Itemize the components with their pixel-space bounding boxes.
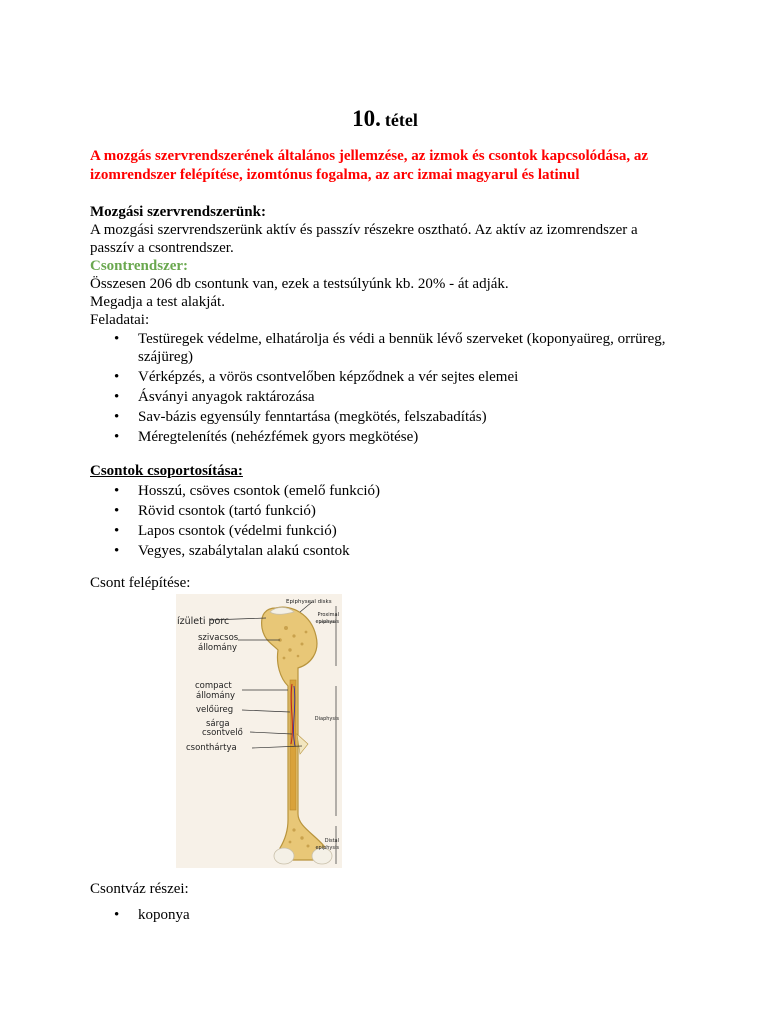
list-item: • Rövid csontok (tartó funkció) xyxy=(90,502,680,520)
motor-system-section xyxy=(90,203,680,257)
bone-diagram xyxy=(176,594,342,868)
label-distal: Distal xyxy=(324,838,339,844)
list-item: • Testüregek védelme, elhatárolja és védi a bennük lévő szerveket (koponyaüreg, orrüreg, szájüreg) xyxy=(90,330,680,366)
grouping-section xyxy=(90,462,680,480)
skeleton-parts-list xyxy=(90,906,680,926)
list-item: • Lapos csontok (védelmi funkció) xyxy=(90,522,680,540)
list-item: • Vérképzés, a vörös csontvelőben képződnek a vér sejtes elemei xyxy=(90,368,680,386)
label-periosteum: csonthártya xyxy=(186,743,237,753)
skeleton-tasks-list xyxy=(90,330,680,448)
skeleton-section xyxy=(90,257,680,329)
label-distal-2: epiphysis xyxy=(315,845,339,851)
structure-heading: Csont felépítése: xyxy=(90,575,191,591)
list-item: • Méregtelenítés (nehézfémek gyors megkötése) xyxy=(90,428,680,446)
label-compact-2: állomány xyxy=(196,691,236,701)
skeleton-line-3: Feladatai: xyxy=(90,312,150,328)
grouping-heading: Csontok csoportosítása: xyxy=(90,463,243,479)
distal-condyle xyxy=(274,848,294,864)
page-title xyxy=(90,104,680,137)
list-item: • Vegyes, szabálytalan alakú csontok xyxy=(90,542,680,560)
label-spongy-2: állomány xyxy=(198,643,238,653)
label-joint-cartilage: ízületi porc xyxy=(177,616,230,627)
motor-system-heading: Mozgási szervrendszerünk: xyxy=(90,204,266,220)
skeleton-line-2: Megadja a test alakját. xyxy=(90,294,225,310)
topic-heading: A mozgás szervrendszerének általános jellemzése, az izmok és csontok kapcsolódása, az izomrendszer felépítése, izomtónus fogalma, az arc izmai magyarul és latinul xyxy=(90,148,648,183)
label-yellow: sárga xyxy=(206,719,230,729)
list-item: • koponya xyxy=(90,906,680,924)
title-word: tétel xyxy=(384,110,418,130)
label-epiphyseal-disks: Epiphyseal disks xyxy=(286,599,332,605)
skeleton-line-1: Összesen 206 db csontunk van, ezek a testsúlyúnk kb. 20% - át adják. xyxy=(90,276,509,292)
skeleton-parts-heading: Csontváz részei: xyxy=(90,881,189,897)
label-compact: compact xyxy=(195,681,232,691)
list-item: • Ásványi anyagok raktározása xyxy=(90,388,680,406)
label-spongy: szivacsos xyxy=(198,633,239,643)
title-number: 10. xyxy=(352,106,381,131)
label-yellow-2: csontvelő xyxy=(202,728,243,738)
motor-system-text: A mozgási szervrendszerünk aktív és passzív részekre osztható. Az aktív az izomrendszer a passzív a csontrendszer. xyxy=(90,222,638,256)
label-marrow-cavity: velőüreg xyxy=(196,705,234,715)
label-diaphysis: Diaphysis xyxy=(314,716,339,722)
grouping-list xyxy=(90,482,680,562)
skeleton-heading: Csontrendszer: xyxy=(90,258,189,274)
list-item: • Hosszú, csöves csontok (emelő funkció) xyxy=(90,482,680,500)
list-item: • Sav-bázis egyensúly fenntartása (megkötés, felszabadítás) xyxy=(90,408,680,426)
label-proximal-2: epiphysis xyxy=(315,619,339,625)
label-proximal: Proximal xyxy=(317,612,339,618)
